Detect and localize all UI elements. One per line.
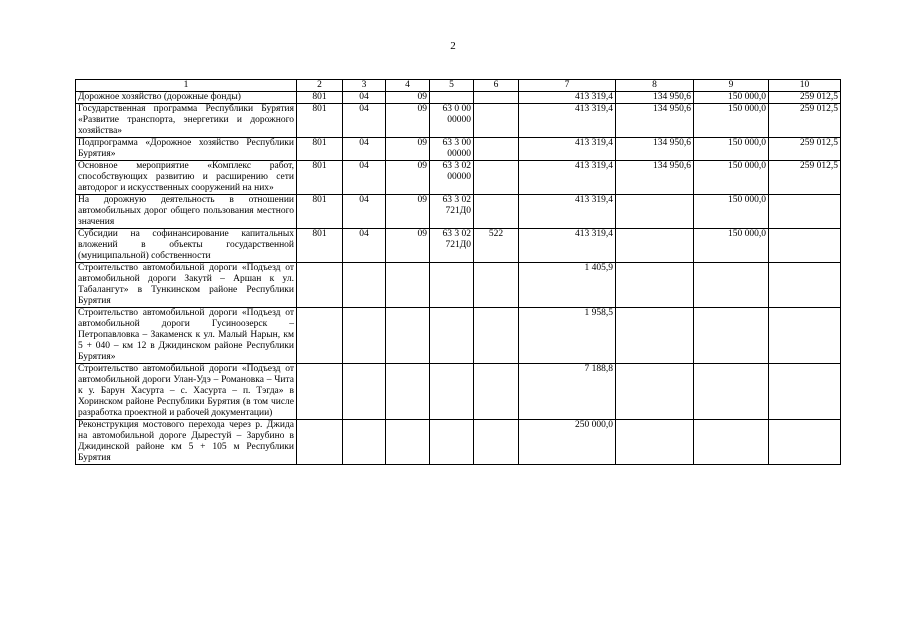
cell-col-2: 801 [297, 195, 343, 229]
row-name-cell: Строительство автомобильной дороги «Подъезд от автомобильной дороги Улан-Удэ – Романовка – Чита к у. Барун Хасурта – с. Хасурта – п. Тэгда» в Хоринском районе Республики Бурятия (в том числе разработка проектной и рабочей документации) [76, 364, 297, 420]
cell-col-9 [694, 364, 769, 420]
cell-col-8: 134 950,6 [616, 138, 694, 161]
cell-col-6 [474, 104, 519, 138]
cell-col-6 [474, 420, 519, 465]
cell-col-5 [430, 308, 474, 364]
cell-col-6 [474, 138, 519, 161]
cell-col-6 [474, 92, 519, 104]
cell-col-5 [430, 263, 474, 308]
cell-col-3: 04 [343, 138, 386, 161]
cell-col-8 [616, 263, 694, 308]
cell-col-9 [694, 308, 769, 364]
column-header-5: 5 [430, 80, 474, 92]
row-name-cell: Субсидии на софинансирование капитальных вложений в объекты государственной (муниципальной) собственности [76, 229, 297, 263]
cell-col-7: 413 319,4 [519, 161, 616, 195]
column-header-4: 4 [386, 80, 430, 92]
cell-col-10: 259 012,5 [769, 104, 841, 138]
cell-col-3 [343, 420, 386, 465]
cell-col-2: 801 [297, 104, 343, 138]
column-header-8: 8 [616, 80, 694, 92]
row-name-cell: Подпрограмма «Дорожное хозяйство Республики Бурятия» [76, 138, 297, 161]
cell-col-10 [769, 263, 841, 308]
cell-col-2: 801 [297, 161, 343, 195]
row-name-cell: Государственная программа Республики Бурятия «Развитие транспорта, энергетики и дорожного хозяйства» [76, 104, 297, 138]
cell-col-8 [616, 195, 694, 229]
column-header-10: 10 [769, 80, 841, 92]
row-name-cell: Основное мероприятие «Комплекс работ, способствующих развитию и расширению сети автодорог и искусственных сооружений на них» [76, 161, 297, 195]
cell-col-8 [616, 364, 694, 420]
cell-col-5: 63 3 02 00000 [430, 161, 474, 195]
cell-col-10 [769, 229, 841, 263]
row-name-cell: Реконструкция мостового перехода через р. Джида на автомобильной дороге Дырестуй – Зарубино в Джидинской районе км 5 + 105 м Республики Бурятия [76, 420, 297, 465]
cell-col-10 [769, 195, 841, 229]
cell-col-9 [694, 263, 769, 308]
cell-col-6 [474, 161, 519, 195]
cell-col-8 [616, 420, 694, 465]
cell-col-10 [769, 308, 841, 364]
cell-col-4: 09 [386, 229, 430, 263]
cell-col-4: 09 [386, 195, 430, 229]
table-row [76, 229, 841, 263]
cell-col-3: 04 [343, 229, 386, 263]
header-row [76, 80, 841, 92]
cell-col-6: 522 [474, 229, 519, 263]
cell-col-3: 04 [343, 161, 386, 195]
cell-col-3 [343, 364, 386, 420]
column-header-7: 7 [519, 80, 616, 92]
cell-col-3: 04 [343, 195, 386, 229]
cell-col-2 [297, 364, 343, 420]
cell-col-2: 801 [297, 138, 343, 161]
cell-col-7: 413 319,4 [519, 138, 616, 161]
cell-col-5: 63 3 02 721Д0 [430, 229, 474, 263]
cell-col-7: 7 188,8 [519, 364, 616, 420]
cell-col-3 [343, 308, 386, 364]
cell-col-2 [297, 420, 343, 465]
cell-col-9: 150 000,0 [694, 229, 769, 263]
table-row [76, 161, 841, 195]
cell-col-9: 150 000,0 [694, 104, 769, 138]
cell-col-7: 1 958,5 [519, 308, 616, 364]
cell-col-10 [769, 364, 841, 420]
cell-col-4: 09 [386, 92, 430, 104]
cell-col-7: 413 319,4 [519, 92, 616, 104]
cell-col-7: 413 319,4 [519, 229, 616, 263]
table-row [76, 308, 841, 364]
budget-table [75, 79, 841, 465]
column-header-3: 3 [343, 80, 386, 92]
cell-col-6 [474, 263, 519, 308]
cell-col-8 [616, 308, 694, 364]
table-row [76, 195, 841, 229]
cell-col-4 [386, 364, 430, 420]
cell-col-7: 413 319,4 [519, 104, 616, 138]
column-header-2: 2 [297, 80, 343, 92]
cell-col-3: 04 [343, 104, 386, 138]
cell-col-4: 09 [386, 138, 430, 161]
cell-col-5 [430, 364, 474, 420]
cell-col-9: 150 000,0 [694, 92, 769, 104]
cell-col-5: 63 3 00 00000 [430, 138, 474, 161]
cell-col-5: 63 0 00 00000 [430, 104, 474, 138]
cell-col-8 [616, 229, 694, 263]
table-body [76, 92, 841, 465]
cell-col-9: 150 000,0 [694, 138, 769, 161]
cell-col-4 [386, 263, 430, 308]
cell-col-2: 801 [297, 92, 343, 104]
cell-col-8: 134 950,6 [616, 92, 694, 104]
table-row [76, 138, 841, 161]
cell-col-10: 259 012,5 [769, 92, 841, 104]
cell-col-9: 150 000,0 [694, 161, 769, 195]
cell-col-6 [474, 364, 519, 420]
cell-col-9 [694, 420, 769, 465]
table-row [76, 92, 841, 104]
column-header-1: 1 [76, 80, 297, 92]
cell-col-3 [343, 263, 386, 308]
table-row [76, 364, 841, 420]
cell-col-6 [474, 195, 519, 229]
cell-col-6 [474, 308, 519, 364]
cell-col-9: 150 000,0 [694, 195, 769, 229]
row-name-cell: Строительство автомобильной дороги «Подъезд от автомобильной дороги Гусиноозерск – Петропавловка – Закаменск к ул. Малый Нарын, км 5 + 040 – км 12 в Джидинском районе Республики Бурятия» [76, 308, 297, 364]
cell-col-4: 09 [386, 161, 430, 195]
cell-col-2 [297, 263, 343, 308]
cell-col-10: 259 012,5 [769, 138, 841, 161]
cell-col-8: 134 950,6 [616, 161, 694, 195]
row-name-cell: На дорожную деятельность в отношении автомобильных дорог общего пользования местного значения [76, 195, 297, 229]
cell-col-7: 1 405,9 [519, 263, 616, 308]
page-number: 2 [450, 40, 456, 52]
cell-col-4 [386, 420, 430, 465]
cell-col-4: 09 [386, 104, 430, 138]
cell-col-10 [769, 420, 841, 465]
column-header-6: 6 [474, 80, 519, 92]
cell-col-2: 801 [297, 229, 343, 263]
cell-col-4 [386, 308, 430, 364]
cell-col-5 [430, 92, 474, 104]
row-name-cell: Строительство автомобильной дороги «Подъезд от автомобильной дороги Закутй – Аршан к ул. Табалангут» в Тункинском районе Республики Бурятия [76, 263, 297, 308]
cell-col-3: 04 [343, 92, 386, 104]
row-name-cell: Дорожное хозяйство (дорожные фонды) [76, 92, 297, 104]
column-header-9: 9 [694, 80, 769, 92]
cell-col-8: 134 950,6 [616, 104, 694, 138]
table-row [76, 104, 841, 138]
table-row [76, 420, 841, 465]
cell-col-5 [430, 420, 474, 465]
table-row [76, 263, 841, 308]
cell-col-10: 259 012,5 [769, 161, 841, 195]
cell-col-7: 413 319,4 [519, 195, 616, 229]
cell-col-7: 250 000,0 [519, 420, 616, 465]
cell-col-5: 63 3 02 721Д0 [430, 195, 474, 229]
cell-col-2 [297, 308, 343, 364]
